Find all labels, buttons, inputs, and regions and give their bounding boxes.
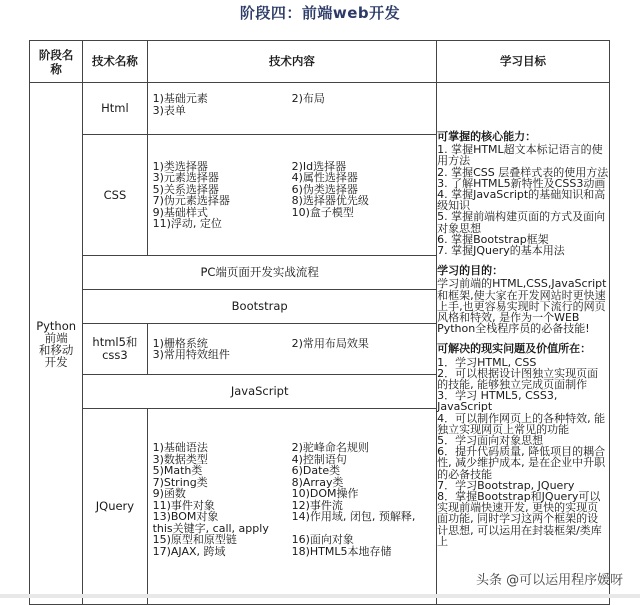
tech-content-html5-css3 (147, 324, 436, 375)
tech-name-line: html5和 (92, 335, 138, 349)
content-item: 12)事件流 (291, 498, 343, 512)
goal-item: 6. 掌握Bootstrap框架 (437, 232, 549, 246)
content-item (292, 105, 436, 117)
content-item: 17)AJAX, 跨域 (152, 544, 226, 558)
content-item: 5)Math类 (152, 464, 203, 477)
stage-line: 开发 (44, 354, 68, 369)
content-item: 6)伪类选择器 (291, 182, 358, 196)
value-item: 7．学习Bootstrap, JQuery (437, 478, 575, 492)
core-abilities-heading: 可掌握的核心能力： (437, 129, 537, 143)
tech-content-css (147, 135, 436, 256)
content-item: 4)控制语句 (291, 452, 347, 466)
content-item: 3)表单 (152, 103, 186, 117)
curriculum-table (29, 40, 610, 605)
value-item: 3．学习 HTML5, CSS3, JavaScript (437, 389, 558, 414)
header-tech-name: 技术名称 (83, 41, 147, 83)
header-stage: 阶段名称 (30, 41, 83, 83)
content-item: 1)栅格系统 (152, 336, 208, 350)
tech-content-html (147, 83, 436, 135)
value-item: 1．学习HTML, CSS (437, 355, 537, 369)
bootstrap-label: Bootstrap (83, 290, 437, 324)
stage-name-cell (30, 83, 83, 605)
content-item: 9)函数 (152, 487, 186, 500)
content-item (292, 218, 436, 230)
content-item: 2)布局 (291, 92, 325, 105)
header-tech-content: 技术内容 (147, 41, 436, 83)
content-item: 1)基础元素 (152, 92, 208, 105)
content-item: 14)作用域, 闭包, 预解释, (291, 510, 416, 523)
content-item: 10)DOM操作 (291, 487, 359, 500)
pc-workflow-label: PC端页面开发实战流程 (83, 256, 437, 290)
goal-item: 5. 掌握前端构建页面的方式及面向对象思想 (437, 210, 606, 235)
core-abilities-section (437, 131, 609, 256)
content-item: 7)伪元素选择器 (152, 194, 230, 207)
content-item: 13)BOM对象 (152, 510, 219, 523)
learning-goals-cell (437, 83, 610, 605)
javascript-label: JavaScript (83, 375, 437, 409)
content-item: 3)数据类型 (152, 452, 208, 466)
header-goals: 学习目标 (437, 41, 610, 83)
purpose-text: 学习前端的HTML,CSS,JavaScript和框架,使大家在开发网站时更快速上手,也更容易实现时下流行的网页风格和特效, 是作为一个WEB Python全栈程序员的必备技能! (437, 277, 607, 336)
content-item: 3)常用特效组件 (152, 348, 230, 361)
content-item: 6)Date类 (291, 464, 341, 477)
stage-line: Python (36, 318, 77, 333)
content-item: 10)盒子模型 (291, 205, 354, 219)
content-item: 1)类选择器 (152, 159, 208, 173)
content-item: 2)Id选择器 (291, 159, 347, 173)
row-html (30, 83, 610, 135)
content-item: 1)基础语法 (152, 441, 208, 454)
watermark: 头条 @可以运用程序媛呀 (476, 573, 624, 588)
content-item: 18)HTML5本地存储 (291, 544, 392, 558)
goal-item: 2. 掌握CSS 层叠样式表的使用方法 (437, 165, 609, 179)
value-item: 2．可以根据设计图独立实现页面的技能, 能够独立完成页面制作 (437, 366, 599, 391)
content-item: 2)常用布局效果 (291, 336, 369, 350)
content-item: 3)元素选择器 (152, 171, 219, 184)
goal-item: 1. 掌握HTML超文本标记语言的使用方法 (437, 143, 603, 168)
bottom-bar (0, 594, 640, 598)
tech-name-jquery: JQuery (83, 409, 147, 605)
tech-name-html5-css3 (83, 324, 147, 375)
value-section (437, 343, 609, 547)
goal-item: 3. 了解HTML5新特性及CSS3动画 (437, 176, 606, 190)
purpose-section (437, 265, 609, 334)
value-item: 4．可以制作网页上的各种特效, 能独立实现网页上常见的功能 (437, 411, 606, 436)
content-item: 2)驼峰命名规则 (291, 441, 369, 454)
content-item: 8)选择器优先级 (291, 194, 369, 207)
content-item: 4)属性选择器 (291, 171, 358, 184)
content-item: 11)事件对象 (152, 498, 215, 512)
value-item: 8．掌握Bootstrap和JQuery可以实现前端快速开发, 更快的实现页面功能, 同时学习这两个框架的设计思想, 可以运用在封装框架/类库上 (437, 490, 602, 548)
goal-item: 4. 掌握JavaScript的基础知识和高级知识 (437, 187, 606, 213)
header-row (30, 41, 610, 83)
content-item: 9)基础样式 (152, 205, 208, 219)
value-heading: 可解决的现实问题及价值所在： (437, 342, 592, 356)
content-item: 8)Array类 (291, 475, 344, 489)
stage-line: 和移动 (38, 342, 74, 357)
tech-name-line: css3 (102, 348, 128, 362)
goal-item: 7. 掌握JQuery的基本用法 (437, 243, 565, 257)
content-item: this关键字, call, apply (152, 521, 269, 535)
tech-content-jquery (147, 409, 436, 605)
page-title: 阶段四：前端web开发 (239, 4, 401, 22)
content-item (292, 349, 436, 361)
content-item: 11)浮动, 定位 (152, 217, 222, 230)
content-item: 15)原型和原型链 (152, 533, 237, 546)
content-item: 5)关系选择器 (152, 182, 219, 196)
content-item: 7)String类 (152, 475, 208, 489)
value-item: 6．提升代码质量, 降低项目的耦合性, 减少维护成本, 是在企业中升职的必备技能 (437, 445, 606, 481)
purpose-heading: 学习的目的： (437, 264, 504, 278)
stage-line: 前端 (44, 330, 68, 345)
tech-name-css: CSS (83, 135, 147, 256)
tech-name-html: Html (83, 83, 147, 135)
content-item: 16)面向对象 (291, 533, 354, 546)
value-item: 5．学习面向对象思想 (437, 434, 544, 448)
